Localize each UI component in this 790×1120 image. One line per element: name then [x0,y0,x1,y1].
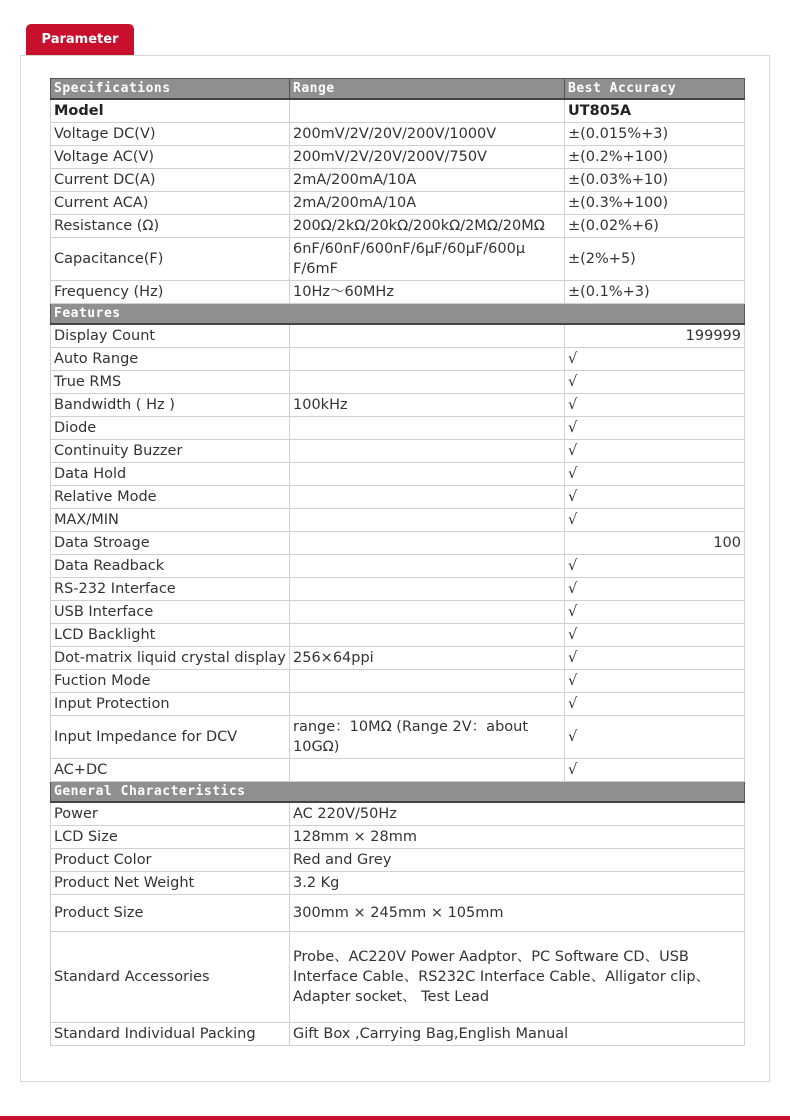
table-cell: 200mV/2V/20V/200V/1000V [290,123,565,146]
table-cell [290,578,565,601]
feature-row [51,716,745,759]
table-cell: 200Ω/2kΩ/20kΩ/200kΩ/2MΩ/20MΩ [290,215,565,238]
spec-row [51,192,745,215]
table-cell: ±(0.2%+100) [565,146,745,169]
table-cell: 300mm × 245mm × 105mm [290,895,745,932]
feature-row [51,624,745,647]
feature-row [51,601,745,624]
table-cell [290,99,565,123]
table-cell: Gift Box ,Carrying Bag,English Manual [290,1023,745,1046]
table-cell: Standard Individual Packing [51,1023,290,1046]
spec-row [51,123,745,146]
table-cell: Voltage AC(V) [51,146,290,169]
table-cell: 200mV/2V/20V/200V/750V [290,146,565,169]
table-cell: Model [51,99,290,123]
general-row [51,826,745,849]
table-cell: Dot-matrix liquid crystal display [51,647,290,670]
table-cell: ±(0.02%+6) [565,215,745,238]
feature-row [51,371,745,394]
feature-row [51,440,745,463]
feature-row [51,532,745,555]
table-cell [290,324,565,348]
table-cell [290,417,565,440]
general-row [51,895,745,932]
feature-row [51,324,745,348]
general-row [51,932,745,1023]
table-cell: RS-232 Interface [51,578,290,601]
table-cell: √ [565,759,745,782]
table-cell: √ [565,509,745,532]
table-cell [290,486,565,509]
table-cell: Relative Mode [51,486,290,509]
table-cell: Auto Range [51,348,290,371]
table-cell [290,624,565,647]
table-cell: Data Hold [51,463,290,486]
table-cell: √ [565,348,745,371]
spec-table [50,78,745,1046]
feature-row [51,394,745,417]
table-cell: AC 220V/50Hz [290,802,745,826]
table-cell: Diode [51,417,290,440]
feature-row [51,670,745,693]
section-header: General Characteristics [51,782,745,803]
table-cell: 3.2 Kg [290,872,745,895]
table-cell: 199999 [565,324,745,348]
spec-header-row [51,79,745,100]
table-cell: √ [565,693,745,716]
table-cell [290,371,565,394]
table-cell: UT805A [565,99,745,123]
table-cell [290,601,565,624]
table-cell: √ [565,624,745,647]
table-cell: ±(0.015%+3) [565,123,745,146]
table-cell [290,532,565,555]
tab-parameter[interactable]: Parameter [26,24,134,55]
table-cell: 256×64ppi [290,647,565,670]
table-cell: Data Readback [51,555,290,578]
general-row [51,849,745,872]
general-row [51,1023,745,1046]
table-cell: USB Interface [51,601,290,624]
table-cell: 6nF/60nF/600nF/6μF/60μF/600μ F/6mF [290,238,565,281]
model-row [51,99,745,123]
table-cell: range：10MΩ (Range 2V：about 10GΩ) [290,716,565,759]
spec-row [51,146,745,169]
table-cell [290,759,565,782]
table-cell: ±(0.03%+10) [565,169,745,192]
table-cell [290,693,565,716]
feature-row [51,509,745,532]
table-cell: 100kHz [290,394,565,417]
table-cell: Fuction Mode [51,670,290,693]
feature-row [51,647,745,670]
spec-row [51,169,745,192]
features-section-header [51,304,745,325]
general-row [51,802,745,826]
table-cell [290,440,565,463]
table-cell: Product Color [51,849,290,872]
table-cell: √ [565,486,745,509]
table-cell: Red and Grey [290,849,745,872]
table-cell: Capacitance(F) [51,238,290,281]
table-cell: √ [565,716,745,759]
feature-row [51,555,745,578]
table-cell: √ [565,440,745,463]
table-cell [290,463,565,486]
table-cell: Current ACA) [51,192,290,215]
table-cell: Data Stroage [51,532,290,555]
feature-row [51,693,745,716]
feature-row [51,578,745,601]
table-cell: √ [565,463,745,486]
feature-row [51,348,745,371]
table-cell: Continuity Buzzer [51,440,290,463]
table-cell: 128mm × 28mm [290,826,745,849]
table-cell: 2mA/200mA/10A [290,192,565,215]
table-cell [290,509,565,532]
spec-row [51,281,745,304]
spec-row [51,215,745,238]
spec-row [51,238,745,281]
table-cell: AC+DC [51,759,290,782]
table-cell: Product Net Weight [51,872,290,895]
feature-row [51,486,745,509]
table-cell: ±(0.3%+100) [565,192,745,215]
table-cell: ±(0.1%+3) [565,281,745,304]
table-cell: Current DC(A) [51,169,290,192]
feature-row [51,463,745,486]
table-cell: √ [565,394,745,417]
table-cell [290,555,565,578]
feature-row [51,759,745,782]
table-cell: √ [565,670,745,693]
table-cell: Probe、AC220V Power Aadptor、PC Software CD、USB Interface Cable、RS232C Interface Cable、Alligator clip、Adapter socket、 Test Lead [290,932,745,1023]
table-cell: Standard Accessories [51,932,290,1023]
section-header: Features [51,304,745,325]
table-cell [290,670,565,693]
column-header: Specifications [51,79,290,100]
column-header: Range [290,79,565,100]
table-cell: Product Size [51,895,290,932]
table-cell: LCD Backlight [51,624,290,647]
table-cell: Input Protection [51,693,290,716]
table-cell: Power [51,802,290,826]
table-cell: MAX/MIN [51,509,290,532]
table-cell: Resistance (Ω) [51,215,290,238]
table-cell: √ [565,601,745,624]
table-cell: √ [565,578,745,601]
table-cell [290,348,565,371]
table-cell: Frequency (Hz) [51,281,290,304]
table-cell: √ [565,371,745,394]
table-cell: Voltage DC(V) [51,123,290,146]
table-cell: 100 [565,532,745,555]
table-cell: ±(2%+5) [565,238,745,281]
column-header: Best Accuracy [565,79,745,100]
general-section-header [51,782,745,803]
general-row [51,872,745,895]
table-cell: 2mA/200mA/10A [290,169,565,192]
table-cell: √ [565,555,745,578]
table-cell: Display Count [51,324,290,348]
table-cell: √ [565,417,745,440]
bottom-divider [0,1116,790,1120]
table-cell: Input Impedance for DCV [51,716,290,759]
table-cell: True RMS [51,371,290,394]
table-cell: 10Hz～60MHz [290,281,565,304]
feature-row [51,417,745,440]
table-cell: Bandwidth ( Hz ) [51,394,290,417]
table-cell: √ [565,647,745,670]
table-cell: LCD Size [51,826,290,849]
